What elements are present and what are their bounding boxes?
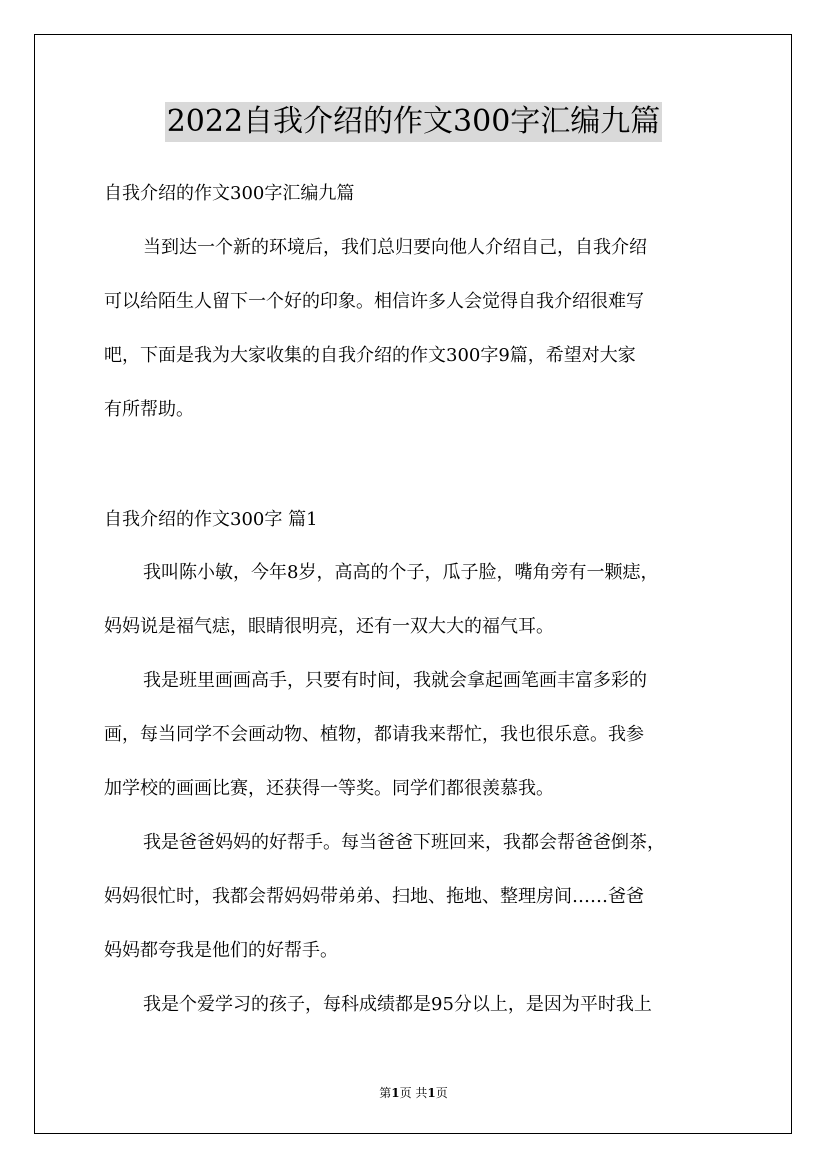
body-line: 画，每当同学不会画动物、植物，都请我来帮忙，我也很乐意。我参 (104, 724, 644, 745)
intro-line: 可以给陌生人留下一个好的印象。相信许多人会觉得自我介绍很难写 (104, 291, 644, 312)
footer-page-mid: 页 共 (399, 1086, 428, 1100)
intro-line: 吧，下面是我为大家收集的自我介绍的作文300字9篇，希望对大家 (104, 345, 636, 366)
body-line: 妈妈说是福气痣，眼睛很明亮，还有一双大大的福气耳。 (104, 616, 554, 637)
body-line: 我是个爱学习的孩子，每科成绩都是95分以上，是因为平时我上 (143, 994, 652, 1015)
body-line: 妈妈很忙时，我都会帮妈妈带弟弟、扫地、拖地、整理房间……爸爸 (104, 886, 644, 907)
footer-page-total: 1 (427, 1086, 436, 1100)
footer-page-suffix: 页 (435, 1086, 448, 1100)
section-heading: 自我介绍的作文300字 篇1 (104, 509, 318, 530)
body-line: 加学校的画画比赛，还获得一等奖。同学们都很羡慕我。 (104, 778, 554, 799)
footer-page-prefix: 第 (379, 1086, 392, 1100)
body-line: 我是爸爸妈妈的好帮手。每当爸爸下班回来，我都会帮爸爸倒茶， (143, 832, 665, 853)
body-line: 我是班里画画高手，只要有时间，我就会拿起画笔画丰富多彩的 (143, 670, 647, 691)
document-title (0, 102, 827, 142)
subtitle: 自我介绍的作文300字汇编九篇 (104, 183, 355, 204)
document-title-text: 2022自我介绍的作文300字汇编九篇 (165, 102, 663, 142)
intro-line: 有所帮助。 (104, 399, 194, 420)
body-line: 我叫陈小敏，今年8岁，高高的个子，瓜子脸，嘴角旁有一颗痣， (143, 562, 659, 583)
intro-line: 当到达一个新的环境后，我们总归要向他人介绍自己，自我介绍 (143, 237, 647, 258)
page-footer (0, 1084, 827, 1101)
body-line: 妈妈都夸我是他们的好帮手。 (104, 940, 338, 961)
footer-page-number: 1 (391, 1086, 400, 1100)
